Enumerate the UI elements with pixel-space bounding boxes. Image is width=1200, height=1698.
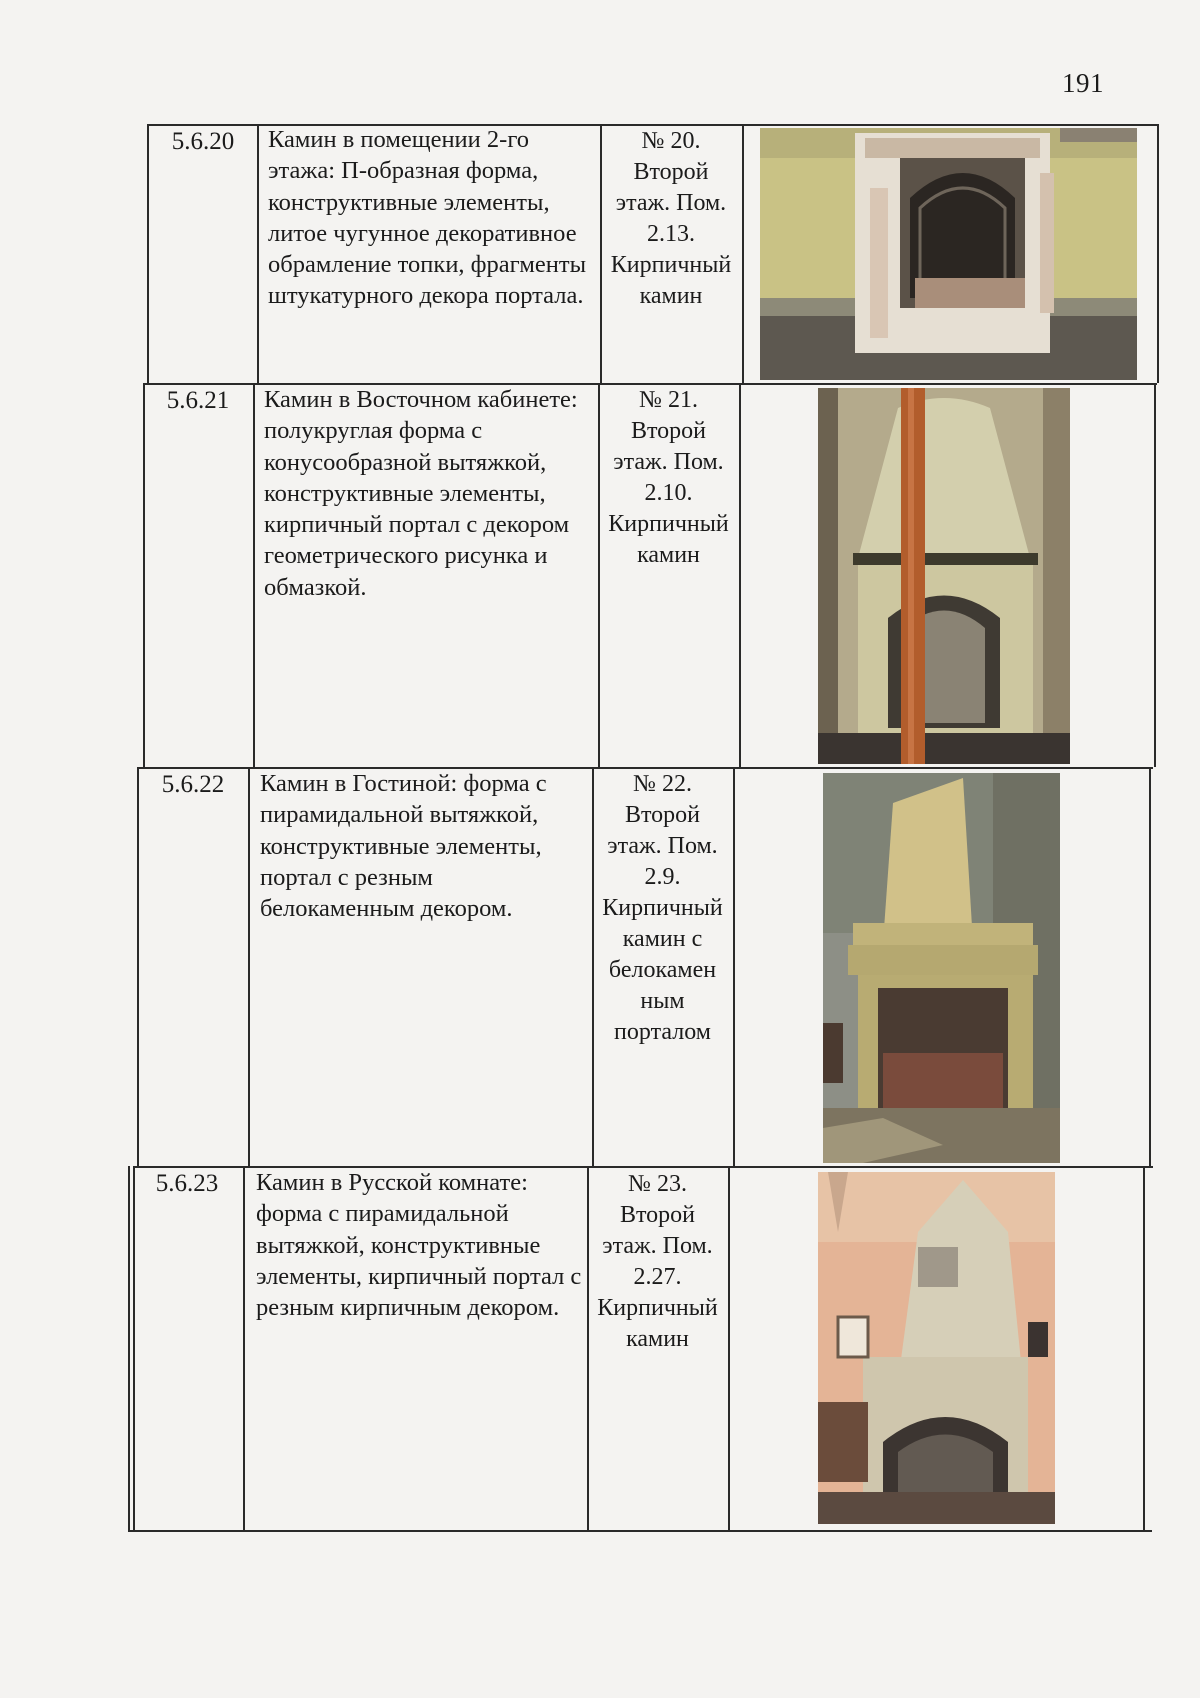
- row-number: 5.6.22: [161, 771, 225, 798]
- row-location: № 22. Второй этаж. Пом. 2.9. Кирпичный камин с белокамен ным порталом: [602, 771, 723, 1045]
- fireplace-photo: [818, 1172, 1055, 1524]
- row-location: № 21. Второй этаж. Пом. 2.10. Кирпичный камин: [608, 387, 729, 568]
- row-description: Камин в Гостиной: форма с пирамидальной вытяжкой, конструктивные элементы, портал с резным белокаменным декором.: [260, 770, 547, 923]
- row-number: 5.6.23: [155, 1170, 219, 1197]
- row-description: Камин в Восточном кабинете: полукруглая форма с конусообразной вытяжкой, конструктивные элементы, кирпичный портал с декором геометрического рисунка и обмазкой.: [264, 386, 578, 601]
- row-description: Камин в Русской комнате: форма с пирамидальной вытяжкой, конструктивные элементы, кирпичный портал с резным кирпичным декором.: [256, 1169, 582, 1322]
- fireplace-photo: [818, 388, 1070, 764]
- row-location: № 20. Второй этаж. Пом. 2.13. Кирпичный камин: [610, 128, 732, 309]
- row-location: № 23. Второй этаж. Пом. 2.27. Кирпичный камин: [597, 1171, 718, 1352]
- fireplace-photo: [823, 773, 1060, 1163]
- fireplace-photo: [760, 128, 1137, 380]
- row-number: 5.6.21: [166, 387, 230, 414]
- row-number: 5.6.20: [171, 128, 235, 155]
- page-number: 191: [1062, 68, 1104, 98]
- row-description: Камин в помещении 2-го этажа: П-образная форма, конструктивные элементы, литое чугунное декоративное обрамление топки, фрагменты штукатурного декора портала.: [268, 126, 587, 310]
